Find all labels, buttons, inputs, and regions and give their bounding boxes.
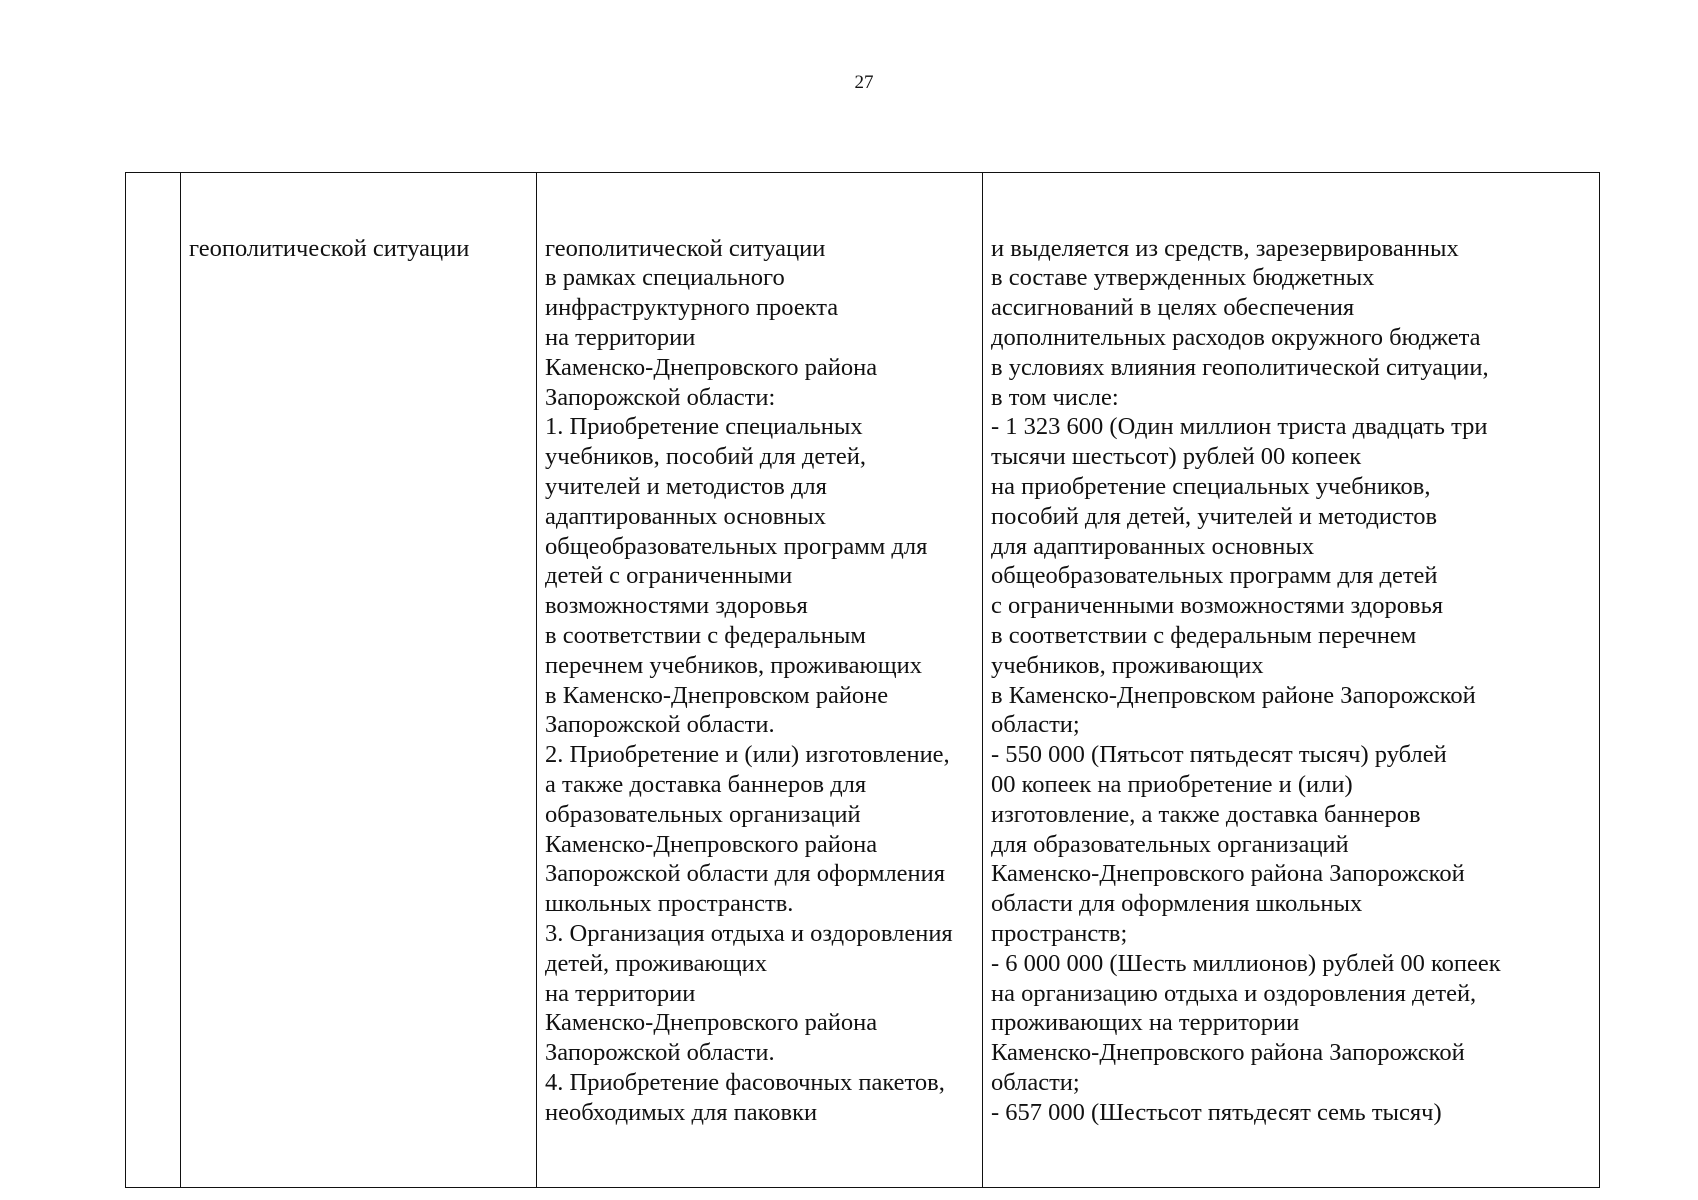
- funding-text: и выделяется из средств, зарезервированных в составе утвержденных бюджетных ассигнований в целях обеспечения дополнительных расходов окружного бюджета в условиях влияния геополитической ситуации, в том числе: - 1 323 600 (Один миллион триста двадцать три тысячи шестьсот) рублей 00 копеек на приобретение специальных учебников, пособий для детей, учителей и методистов для адаптированных основных общеобразовательных программ для детей с ограниченными возможностями здоровья в соответствии с федеральным перечнем учебников, проживающих в Каменско-Днепровском районе Запорожской области; - 550 000 (Пятьсот пятьдесят тысяч) рублей 00 копеек на приобретение и (или) изготовление, а также доставка баннеров для образовательных организаций Каменско-Днепровского района Запорожской области для оформления школьных пространств; - 6 000 000 (Шесть миллионов) рублей 00 копеек на организацию отдыха и оздоровления детей, проживающих на территории Каменско-Днепровского района Запорожской области; - 657 000 (Шестьсот пятьдесят семь тысяч): [991, 234, 1501, 1126]
- event-name-cell: [181, 173, 537, 1188]
- funding-cell: [983, 173, 1600, 1188]
- page-number: 27: [854, 72, 874, 93]
- funding-table: [125, 172, 1600, 1188]
- event-description-text: геополитической ситуации в рамках специального инфраструктурного проекта на территории Каменско-Днепровского района Запорожской области: 1. Приобретение специальных учебников, пособий для детей, учителей и методистов для адаптированных основных общеобразовательных программ для детей с ограниченными возможностями здоровья в соответствии с федеральным перечнем учебников, проживающих в Каменско-Днепровском районе Запорожской области. 2. Приобретение и (или) изготовление, а также доставка баннеров для образовательных организаций Каменско-Днепровского района Запорожской области для оформления школьных пространств. 3. Организация отдыха и оздоровления детей, проживающих на территории Каменско-Днепровского района Запорожской области. 4. Приобретение фасовочных пакетов, необходимых для паковки: [545, 234, 953, 1126]
- table-row: [126, 173, 1600, 1188]
- event-description-cell: [537, 173, 983, 1188]
- row-number-cell: [126, 173, 181, 1188]
- event-name-text: геополитической ситуации: [189, 234, 470, 262]
